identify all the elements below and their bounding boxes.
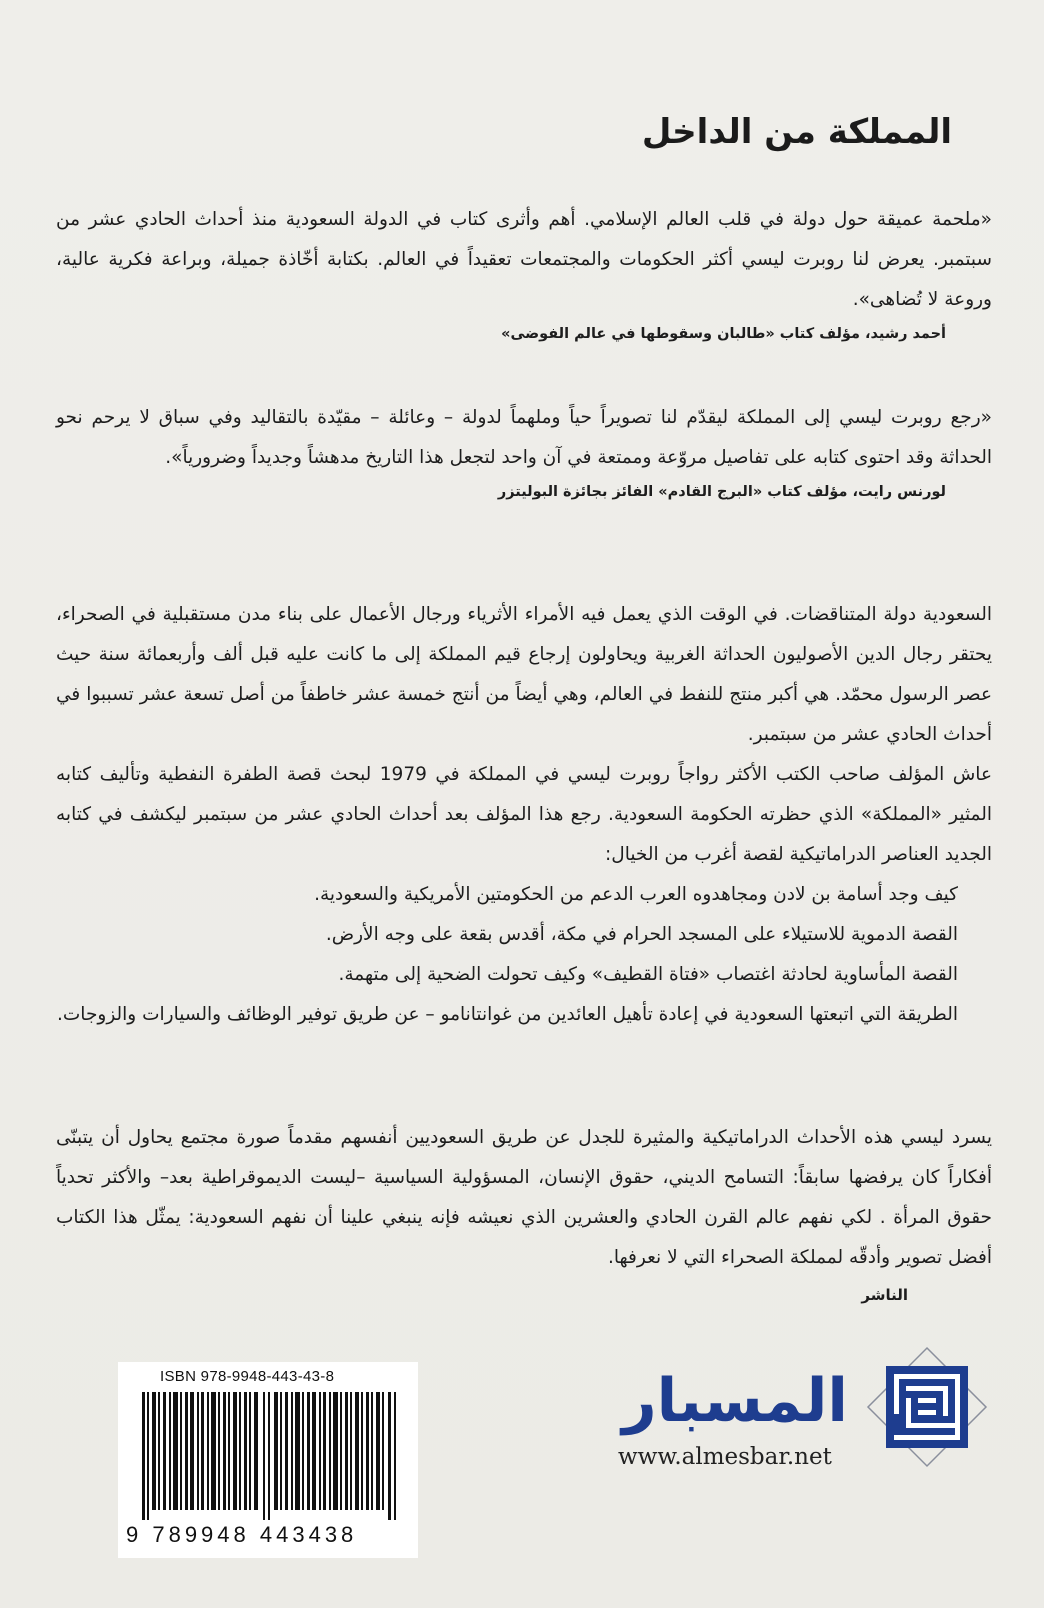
endorsement-quote-1: [56, 200, 992, 342]
quote-text: «رجع روبرت ليسي إلى المملكة ليقدّم لنا تصويراً حياً وملهماً لدولة – وعائلة – مقيّدة بالتقاليد وفي سباق لا يرحم نحو الحداثة وقد احتوى كتابه على تفاصيل مروّعة وممتعة في آن واحد لتجعل هذا التاريخ مدهشاً وجديداً وضرورياً».: [56, 407, 992, 468]
barcode-bars-icon: [142, 1392, 400, 1520]
paragraph-intro: عاش المؤلف صاحب الكتب الأكثر رواجاً روبرت ليسي في المملكة في 1979 لبحث قصة الطفرة النفطية وتأليف كتابه المثير «المملكة» الذي حظرته الحكومة السعودية. رجع هذا المؤلف بعد أحداث الحادي عشر من سبتمبر ليكشف في كتابه الجديد العناصر الدراماتيكية لقصة أغرب من الخيال:: [56, 764, 992, 865]
kufic-square-logo-icon: [866, 1346, 988, 1468]
blurb-paragraph-3: [56, 1118, 992, 1278]
book-title: المملكة من الداخل: [641, 112, 952, 152]
list-item: القصة المأساوية لحادثة اغتصاب «فتاة القطيف» وكيف تحولت الضحية إلى متهمة.: [338, 964, 958, 985]
quote-attribution: أحمد رشيد، مؤلف كتاب «طالبان وسقوطها في عالم الفوضى»: [501, 326, 946, 342]
blurb-paragraph-2: [56, 755, 992, 1035]
quote-attribution: لورنس رايت، مؤلف كتاب «البرج القادم» الفائز بجائزة البوليتزر: [497, 484, 946, 500]
barcode-digits: 9 789948 443438: [126, 1522, 358, 1547]
paragraph-text: السعودية دولة المتناقضات. في الوقت الذي يعمل فيه الأمراء الأثرياء ورجال الأعمال على بناء مدن مستقبلية في الصحراء، يحتقر رجال الدين الأصوليون الحداثة الغربية ويحاولون إرجاع قيم المملكة إلى ما كانت عليه قبل ألف وأربعمائة سنة حيث عصر الرسول محمّد. هي أكبر منتج للنفط في العالم، وهي أيضاً من أنتج خمسة عشر خاطفاً من أصل تسعة عشر تسببوا في أحداث الحادي عشر من سبتمبر.: [56, 604, 992, 745]
list-item: القصة الدموية للاستيلاء على المسجد الحرام في مكة، أقدس بقعة على وجه الأرض.: [325, 924, 958, 945]
publisher-website[interactable]: www.almesbar.net: [618, 1444, 832, 1470]
isbn-barcode: [118, 1362, 418, 1558]
publisher-name: المسبار: [622, 1366, 848, 1436]
quote-text: «ملحمة عميقة حول دولة في قلب العالم الإسلامي. أهم وأثرى كتاب في الدولة السعودية منذ أحداث الحادي عشر من سبتمبر. يعرض لنا روبرت ليسي أكثر الحكومات والمجتمعات تعقيداً في العالم. بكتابة أخّاذة جميلة، وبراعة فكرية عالية، وروعة لا تُضاهى».: [56, 209, 992, 310]
isbn-label: ISBN 978-9948-443-43-8: [160, 1368, 335, 1385]
publisher-signature: الناشر: [861, 1286, 908, 1304]
list-item: الطريقة التي اتبعتها السعودية في إعادة تأهيل العائدين من غوانتانامو – عن طريق توفير الوظائف والسيارات والزوجات.: [57, 1004, 958, 1025]
blurb-paragraph-1: [56, 595, 992, 755]
endorsement-quote-2: [56, 398, 992, 500]
list-item: كيف وجد أسامة بن لادن ومجاهدوه العرب الدعم من الحكومتين الأمريكية والسعودية.: [314, 884, 958, 905]
paragraph-text: يسرد ليسي هذه الأحداث الدراماتيكية والمثيرة للجدل عن طريق السعوديين أنفسهم مقدماً صورة مجتمع يحاول أن يتبنّى أفكاراً كان يرفضها سابقاً: التسامح الديني، حقوق الإنسان، المسؤولية السياسية –ليست الديموقراطية بعد– والأكثر تحدياً حقوق المرأة . لكي نفهم عالم القرن الحادي والعشرين الذي نعيشه فإنه ينبغي علينا أن نفهم السعودية: يمثّل هذا الكتاب أفضل تصوير وأدقّه لمملكة الصحراء التي لا نعرفها.: [56, 1127, 992, 1268]
